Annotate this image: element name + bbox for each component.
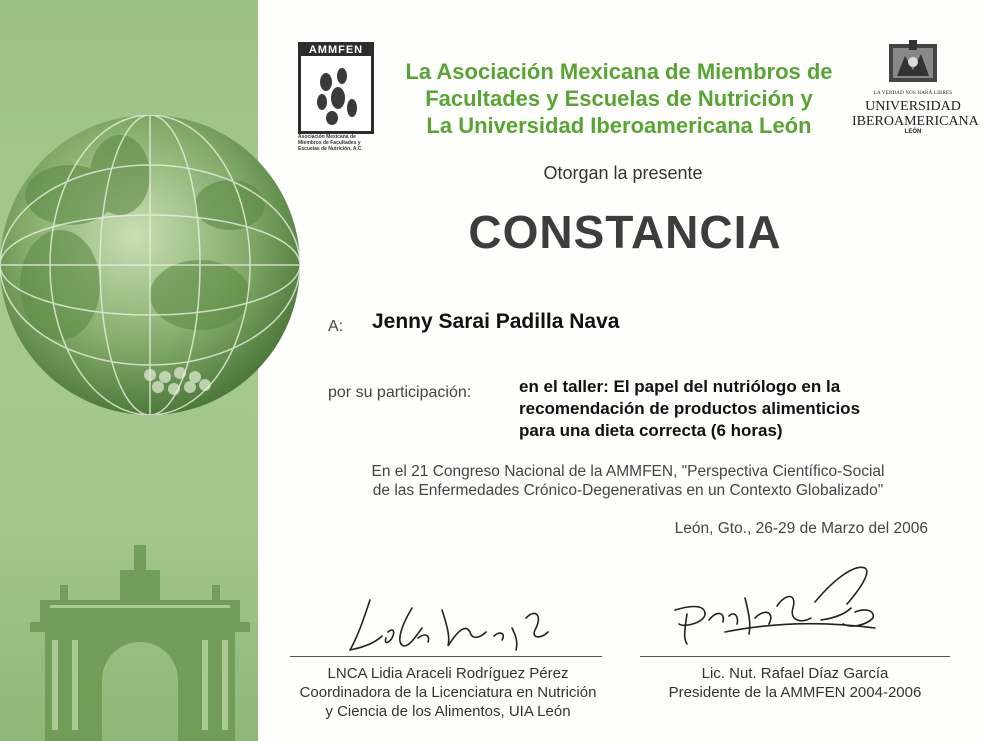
heading-line-1: La Asociación Mexicana de Miembros de: [405, 59, 833, 84]
signatory-left: [278, 664, 618, 721]
place-and-date: León, Gto., 26-29 de Marzo del 2006: [674, 520, 928, 537]
ammfen-logo-caption: [298, 134, 378, 152]
signatory-left-role-1: Coordinadora de la Licenciatura en Nutrición: [299, 684, 597, 701]
ammfen-logo: [298, 42, 376, 152]
signatory-right-name: Lic. Nut. Rafael Díaz García: [701, 665, 889, 682]
congress-line-1: En el 21 Congreso Nacional de la AMMFEN, "Perspectiva Científico-Social: [371, 463, 885, 480]
signature-diaz: [665, 558, 890, 658]
uia-campus: LEÓN: [904, 129, 922, 135]
certificate-title: CONSTANCIA: [468, 206, 782, 258]
issuers-heading: [384, 58, 854, 139]
uia-crest-icon: [883, 40, 943, 84]
grant-text: Otorgan la presente: [543, 163, 703, 183]
signatory-right: [630, 664, 960, 702]
svg-text:AMMFEN: AMMFEN: [308, 44, 364, 56]
uia-name-line-1: UNIVERSIDAD: [865, 99, 961, 114]
ammfen-caption-line-3: Escuelas de Nutrición, A.C.: [298, 146, 363, 152]
participation-description: [519, 376, 949, 442]
uia-motto: LA VERDAD NOS HARÁ LIBRES: [873, 91, 953, 96]
signatory-left-name: LNCA Lidia Araceli Rodríguez Pérez: [327, 665, 569, 682]
uia-logo: [852, 40, 979, 135]
participation-line-3: para una dieta correcta (6 horas): [519, 421, 783, 440]
participation-line-2: recomendación de productos alimenticios: [519, 399, 861, 418]
signatory-right-role-1: Presidente de la AMMFEN 2004-2006: [668, 684, 922, 701]
congress-description: [318, 462, 938, 500]
ammfen-caption-line-1: Asociación Mexicana de: [298, 134, 356, 140]
participation-label: por su participación:: [328, 384, 472, 401]
congress-line-2: de las Enfermedades Crónico-Degenerativas en un Contexto Globalizado": [372, 482, 884, 499]
signature-rodriguez: [330, 588, 570, 658]
recipient-label: A:: [328, 318, 344, 335]
ammfen-caption-line-2: Miembros de Facultades y: [298, 140, 361, 146]
signatory-left-role-2: y Ciencia de los Alimentos, UIA León: [325, 703, 571, 720]
ammfen-logo-mark: [298, 42, 374, 134]
uia-name-line-2: IBEROAMERICANA: [852, 114, 979, 129]
recipient-name: Jenny Sarai Padilla Nava: [372, 310, 620, 333]
globe-illustration: [0, 115, 300, 415]
signature-line-left: [290, 656, 602, 657]
arch-monument-illustration: [30, 540, 260, 741]
heading-line-2: Facultades y Escuelas de Nutrición y: [425, 86, 813, 111]
heading-line-3: La Universidad Iberoamericana León: [426, 113, 812, 138]
participation-line-1: en el taller: El papel del nutriólogo en la: [519, 377, 841, 396]
signature-line-right: [640, 656, 950, 657]
